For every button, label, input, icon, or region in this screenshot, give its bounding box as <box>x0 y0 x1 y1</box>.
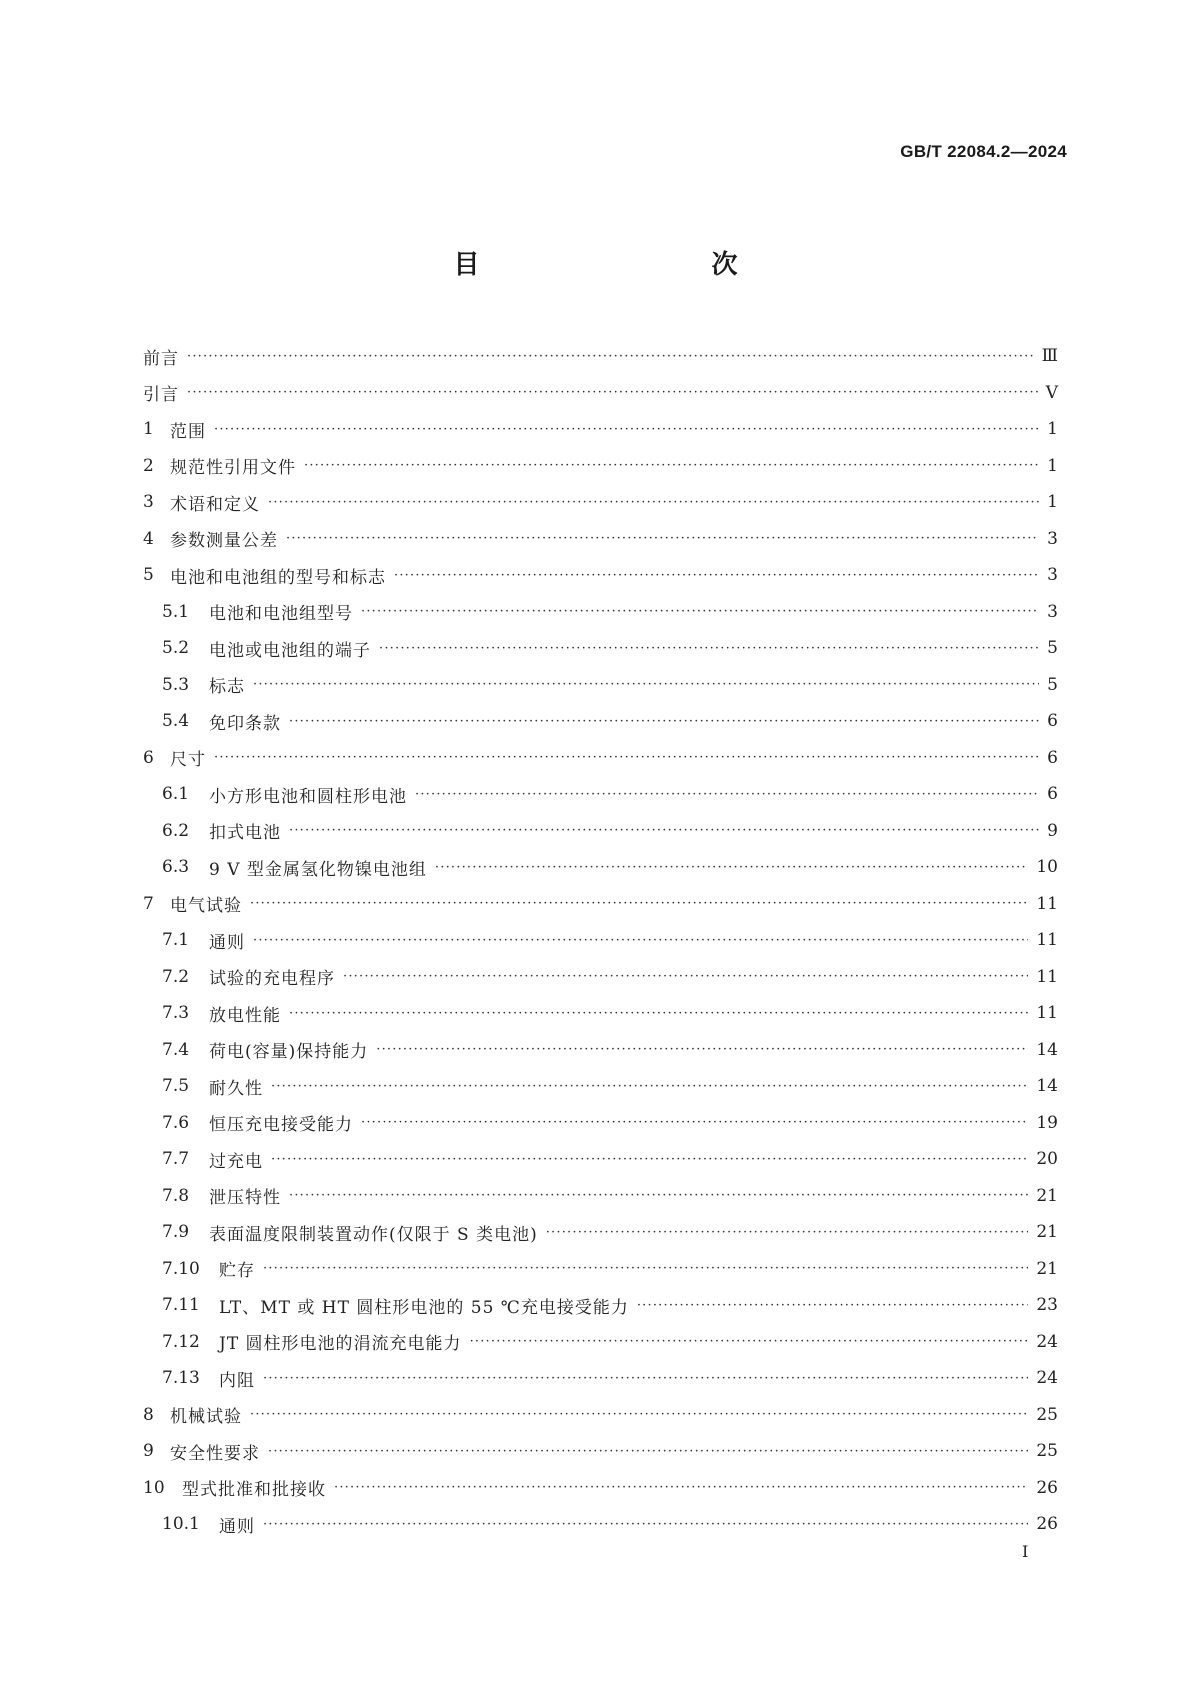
toc-dot-leader <box>304 458 1039 473</box>
toc-entry[interactable] <box>143 484 1058 521</box>
toc-entry-number: 5.1 <box>162 601 190 622</box>
toc-entry[interactable] <box>143 1178 1058 1215</box>
toc-entry-number: 4 <box>143 528 154 549</box>
toc-dot-leader <box>334 1480 1028 1495</box>
toc-entry-title: 小方形电池和圆柱形电池 <box>209 786 407 807</box>
toc-entry-page: 21 <box>1036 1258 1058 1279</box>
toc-entry[interactable] <box>143 959 1058 996</box>
toc-entry-number: 8 <box>143 1404 154 1425</box>
toc-entry-page: 1 <box>1047 492 1058 513</box>
toc-entry-page: 26 <box>1036 1477 1058 1498</box>
toc-entry-page: 11 <box>1036 966 1058 987</box>
toc-entry-page: 14 <box>1036 1039 1058 1060</box>
toc-dot-leader <box>268 495 1039 510</box>
toc-dot-leader <box>271 1079 1028 1094</box>
toc-dot-leader <box>187 349 1034 364</box>
toc-entry-page: 3 <box>1047 528 1058 549</box>
toc-entry[interactable] <box>143 338 1058 375</box>
toc-entry[interactable] <box>143 849 1058 886</box>
toc-entry-page: 23 <box>1036 1295 1058 1316</box>
toc-dot-leader <box>637 1298 1029 1313</box>
toc-entry-number: 7.2 <box>162 966 190 987</box>
toc-entry-title: 表面温度限制装置动作(仅限于 S 类电池) <box>209 1224 538 1245</box>
toc-dot-leader <box>263 1517 1028 1532</box>
toc-entry-number: 7.3 <box>162 1003 190 1024</box>
toc-entry-title: 免印条款 <box>209 713 281 734</box>
toc-entry[interactable] <box>143 886 1058 923</box>
toc-dot-leader <box>435 860 1028 875</box>
toc-entry-number: 6.3 <box>162 857 190 878</box>
toc-entry-number: 6.1 <box>162 784 190 805</box>
toc-dot-leader <box>289 1006 1028 1021</box>
toc-entry-number: 9 <box>143 1441 154 1462</box>
toc-entry-page: 24 <box>1036 1331 1058 1352</box>
toc-entry-title: 泄压特性 <box>209 1188 281 1209</box>
toc-dot-leader <box>250 896 1028 911</box>
toc-entry-number: 7.8 <box>162 1185 190 1206</box>
toc-entry[interactable] <box>143 740 1058 777</box>
toc-entry[interactable] <box>143 1251 1058 1288</box>
toc-entry[interactable] <box>143 448 1058 485</box>
toc-entry-number: 7.11 <box>162 1295 200 1316</box>
toc-dot-leader <box>379 641 1039 656</box>
toc-entry-number: 7.4 <box>162 1039 190 1060</box>
toc-entry-title: 型式批准和批接收 <box>182 1480 326 1501</box>
toc-entry-number: 7.7 <box>162 1149 190 1170</box>
toc-entry[interactable] <box>143 1360 1058 1397</box>
toc-entry[interactable] <box>143 776 1058 813</box>
toc-entry[interactable] <box>143 375 1058 412</box>
toc-entry-title: 荷电(容量)保持能力 <box>209 1042 369 1063</box>
toc-entry-title: 过充电 <box>209 1151 263 1172</box>
toc-entry-title: 贮存 <box>219 1261 255 1282</box>
toc-entry-number: 1 <box>143 419 154 440</box>
toc-dot-leader <box>343 969 1028 984</box>
toc-entry-title: JT 圆柱形电池的涓流充电能力 <box>219 1334 462 1355</box>
toc-entry-page: 20 <box>1036 1149 1058 1170</box>
page-number: Ⅰ <box>1022 1542 1029 1561</box>
toc-entry-number: 3 <box>143 492 154 513</box>
toc-entry-page: 21 <box>1036 1185 1058 1206</box>
toc-entry[interactable] <box>143 667 1058 704</box>
toc-entry[interactable] <box>143 1397 1058 1434</box>
toc-dot-leader <box>415 787 1039 802</box>
toc-entry[interactable] <box>143 1141 1058 1178</box>
toc-entry-number: 7.5 <box>162 1076 190 1097</box>
standard-code: GB/T 22084.2—2024 <box>900 142 1067 161</box>
toc-entry[interactable] <box>143 594 1058 631</box>
toc-entry-title: 电气试验 <box>170 896 242 917</box>
toc-entry[interactable] <box>143 813 1058 850</box>
toc-dot-leader <box>289 1188 1028 1203</box>
toc-entry-page: 21 <box>1036 1222 1058 1243</box>
toc-dot-leader <box>263 1261 1028 1276</box>
toc-dot-leader <box>376 1042 1028 1057</box>
toc-entry-title: 耐久性 <box>209 1078 263 1099</box>
toc-entry-page: 9 <box>1047 820 1058 841</box>
toc-dot-leader <box>214 422 1039 437</box>
toc-entry-page: 26 <box>1036 1514 1058 1535</box>
toc-entry-title: 引言 <box>143 385 179 406</box>
toc-entry-page: 19 <box>1036 1112 1058 1133</box>
page-title: 目 次 <box>453 250 798 280</box>
toc-entry-page: 6 <box>1047 711 1058 732</box>
toc-entry-page: 1 <box>1047 419 1058 440</box>
toc-entry-number: 5.4 <box>162 711 190 732</box>
toc-dot-leader <box>394 568 1039 583</box>
toc-entry-title: 电池和电池组型号 <box>209 604 353 625</box>
toc-entry-number: 2 <box>143 455 154 476</box>
toc-entry-title: 机械试验 <box>170 1407 242 1428</box>
toc-entry-page: 3 <box>1047 601 1058 622</box>
table-of-contents <box>143 338 1058 1543</box>
toc-entry-title: 9 V 型金属氢化物镍电池组 <box>209 859 427 880</box>
toc-entry-title: 扣式电池 <box>209 823 281 844</box>
toc-entry-number: 10.1 <box>162 1514 200 1535</box>
toc-entry[interactable] <box>143 1032 1058 1069</box>
toc-entry-title: 通则 <box>219 1516 255 1537</box>
toc-entry-page: Ⅲ <box>1041 346 1058 367</box>
toc-entry-page: 5 <box>1047 674 1058 695</box>
toc-entry-page: 25 <box>1036 1404 1058 1425</box>
toc-dot-leader <box>546 1225 1029 1240</box>
toc-entry-page: 10 <box>1036 857 1058 878</box>
toc-entry-number: 7.12 <box>162 1331 200 1352</box>
toc-entry[interactable] <box>143 1287 1058 1324</box>
toc-entry[interactable] <box>143 1324 1058 1361</box>
toc-entry-page: 6 <box>1047 784 1058 805</box>
toc-dot-leader <box>253 933 1028 948</box>
toc-entry[interactable] <box>143 1214 1058 1251</box>
toc-entry-page: 24 <box>1036 1368 1058 1389</box>
toc-entry-title: 通则 <box>209 932 245 953</box>
toc-entry-title: 参数测量公差 <box>170 531 278 552</box>
toc-entry[interactable] <box>143 995 1058 1032</box>
toc-entry-title: 前言 <box>143 348 179 369</box>
toc-dot-leader <box>187 385 1038 400</box>
toc-entry-title: 规范性引用文件 <box>170 458 296 479</box>
toc-entry[interactable] <box>143 1433 1058 1470</box>
toc-entry[interactable] <box>143 1105 1058 1142</box>
toc-entry-page: 14 <box>1036 1076 1058 1097</box>
toc-entry-number: 5.2 <box>162 638 190 659</box>
toc-dot-leader <box>289 823 1039 838</box>
toc-dot-leader <box>214 750 1039 765</box>
toc-entry[interactable] <box>143 557 1058 594</box>
toc-entry[interactable] <box>143 1506 1058 1543</box>
toc-entry-title: 范围 <box>170 421 206 442</box>
toc-dot-leader <box>268 1444 1028 1459</box>
toc-dot-leader <box>286 531 1039 546</box>
toc-entry-number: 7.1 <box>162 930 190 951</box>
toc-entry[interactable] <box>143 1470 1058 1507</box>
toc-entry[interactable] <box>143 1068 1058 1105</box>
toc-entry-number: 7.6 <box>162 1112 190 1133</box>
toc-entry-number: 10 <box>143 1477 165 1498</box>
toc-entry-page: Ⅴ <box>1045 382 1058 403</box>
toc-dot-leader <box>253 677 1039 692</box>
toc-entry-number: 5.3 <box>162 674 190 695</box>
toc-dot-leader <box>271 1152 1028 1167</box>
toc-entry-title: 放电性能 <box>209 1005 281 1026</box>
toc-dot-leader <box>361 604 1039 619</box>
toc-entry-title: 恒压充电接受能力 <box>209 1115 353 1136</box>
toc-entry-number: 7 <box>143 893 154 914</box>
toc-entry-title: 内阻 <box>219 1370 255 1391</box>
toc-dot-leader <box>263 1371 1028 1386</box>
toc-dot-leader <box>289 714 1039 729</box>
toc-entry-title: 尺寸 <box>170 750 206 771</box>
toc-entry-page: 25 <box>1036 1441 1058 1462</box>
toc-entry-title: 电池和电池组的型号和标志 <box>170 567 386 588</box>
toc-entry-page: 3 <box>1047 565 1058 586</box>
toc-entry-title: 安全性要求 <box>170 1443 260 1464</box>
toc-entry-number: 6.2 <box>162 820 190 841</box>
toc-dot-leader <box>250 1407 1028 1422</box>
toc-entry-number: 5 <box>143 565 154 586</box>
toc-entry-title: 术语和定义 <box>170 494 260 515</box>
toc-dot-leader <box>470 1334 1029 1349</box>
toc-entry-page: 11 <box>1036 930 1058 951</box>
toc-entry[interactable] <box>143 411 1058 448</box>
toc-entry-page: 1 <box>1047 455 1058 476</box>
toc-entry-page: 5 <box>1047 638 1058 659</box>
toc-entry-page: 11 <box>1036 893 1058 914</box>
toc-entry-title: 标志 <box>209 677 245 698</box>
toc-entry-title: 电池或电池组的端子 <box>209 640 371 661</box>
toc-entry-number: 7.9 <box>162 1222 190 1243</box>
toc-entry-page: 11 <box>1036 1003 1058 1024</box>
toc-entry-title: LT、MT 或 HT 圆柱形电池的 55 ℃充电接受能力 <box>219 1297 629 1318</box>
toc-entry[interactable] <box>143 703 1058 740</box>
toc-entry-page: 6 <box>1047 747 1058 768</box>
toc-entry[interactable] <box>143 630 1058 667</box>
toc-entry[interactable] <box>143 521 1058 558</box>
toc-dot-leader <box>361 1115 1028 1130</box>
toc-entry-number: 7.10 <box>162 1258 200 1279</box>
toc-entry-title: 试验的充电程序 <box>209 969 335 990</box>
toc-entry[interactable] <box>143 922 1058 959</box>
toc-entry-number: 6 <box>143 747 154 768</box>
toc-entry-number: 7.13 <box>162 1368 200 1389</box>
